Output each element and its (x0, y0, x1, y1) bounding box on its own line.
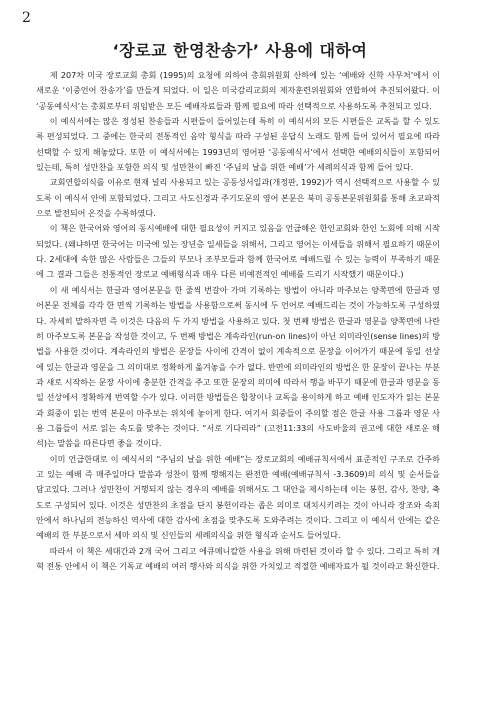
paragraph: 이 예식서에는 많은 정성된 찬송들과 시편들이 들어있는데 특히 이 예식서의 모든 시편들은 교독을 할 수 있도록 편성되었다. 그 중에는 한국의 전통적인 음악 형식을 따라 구성된 응답식 노래도 함께 들어 있어서 필요에 따라 선택할 수 있게 해놓았다. 또한 이 예식서에는 1993년의 영어판 ‘공동예식서’에서 선택한 예배의식들이 포함되어 있는데, 특히 성만찬을 포함한 의식 및 성만찬이 빠진 ‘주님의 날을 위한 예배’가 세례의식과 함께 들어 있다. (36, 116, 440, 173)
paragraph: 제 207차 미국 장로교회 총회 (1995)의 요청에 의하여 총회위원회 산하에 있는 ‘예배와 신학 사무처’에서 이 새로운 ‘이중언어 찬송가’를 만들게 되었다. 이 일은 미국감리교회의 제자훈련위원회와 연합하여 추진되어왔다. 이 ‘공동예식서’는 총회로부터 위임받은 모든 예배자료들과 함께 필요에 따라 선택적으로 사용하도록 추천되고 있다. (36, 70, 440, 111)
paragraph: 따라서 이 책은 세대간과 2개 국어 그리고 에큐메니칼한 사용을 위해 마련된 것이라 할 수 있다. 그리고 특히 개혁 전통 안에서 이 책은 기독교 예배의 여러 행사와 의식을 위한 가치있고 적절한 예배자료가 될 것이라고 확신한다. (36, 545, 440, 571)
page-title: ‘장로교 한영찬송가’ 사용에 대하여 (112, 41, 368, 60)
paragraph: 이 새 예식서는 한글과 영어본문을 한 줄씩 번갈아 가며 기록하는 방법이 아니라 마주보는 양쪽면에 한글과 영어본문 전체를 각각 한 면씩 기록하는 방법을 사용함으로써 동시에 두 언어로 예배드리는 것이 가능하도록 구성하였다. 자세히 말하자면 즉 이것은 다음의 두 가지 방법을 사용하고 있다. 첫 번째 방법은 한글과 영문을 양쪽면에 나란히 마주보도록 본문을 작성한 것이고, 두 번째 방법은 계속라인(run-on lines)이 아닌 의미라인(sense lines)의 방법을 사용한 것이다. 계속라인의 방법은 문장들 사이에 간격이 없이 계속적으로 문장을 이어가기 때문에 동일 선상에 있는 한글과 영문을 그 의미대로 정확하게 옮겨놓을 수가 없다. 반면에 의미라인의 방법은 한 문장이 끝나는 부분과 새로 시작하는 문장 사이에 충분한 간격을 주고 또한 문장의 의미에 따라서 행을 바꾸기 때문에 한글과 영문을 동일 선상에서 정확하게 번역할 수가 있다. 이러한 방법들은 합창이나 교독을 용이하게 하고 예배 인도자가 읽는 본문과 회중이 읽는 번역 본문이 마주보는 위치에 놓이게 한다. 여기서 회중들이 주의할 점은 한글 사용 그룹과 영문 사용 그룹들이 서로 읽는 속도를 맞추는 것이다. “서로 기다리라” (고전11:33의 사도바울의 권고에 대한 새로운 해석)는 말씀을 따른다면 좋을 것이다. (36, 284, 440, 449)
paragraph: 이미 언급한대로 이 예식서의 “주님의 날을 위한 예배”는 장로교회의 예배규칙서에서 표준적인 구조로 간주하고 있는 예배 즉 매주일마다 말씀과 성찬이 함께 행해지는 완전한 예배(예배규칙서 -3.3609)의 의식 및 순서들을 담고있다. 그러나 성만찬이 거행되지 않는 경우의 예배를 위해서도 그 대안을 제시하는데 이는 봉헌, 감사, 찬양, 축도로 구성되어 있다. 이것은 성만찬의 초점을 단지 봉헌이라는 좁은 의미로 대치시키려는 것이 아니라 장조와 속죄 안에서 하나님의 전능하신 역사에 대한 감사에 초점을 맞추도록 도와주려는 것이다. 그리고 이 예식서 안에는 같은 예배의 한 부분으로서 세마 의식 및 신인들의 세례의식을 위한 형식과 순서도 들어있다. (36, 453, 440, 541)
paragraph: 교회연합의식를 이유로 현재 널리 사용되고 있는 공동성서일과(개정판, 1992)가 역시 선택적으로 사용할 수 있도록 이 예식서 안에 포함되었다. 그리고 사도신경과 주기도문의 영어 본문은 북미 공동본문위원회를 통해 초교파적으로 발전되어 온것을 수록하였다. (36, 177, 440, 219)
paragraph: 이 책은 한국어와 영어의 동시예배에 대한 필요성이 커지고 있음을 언급해온 한인교회와 한인 노회에 의해 시작되었다. (왜냐하면 한국어는 미국에 있는 장년층 일세들을 위해서, 그리고 영어는 이세들을 위해서 필요하기 때문이다. 2세대에 속한 많은 사람들은 그들의 부모나 조부모들과 함께 한국어로 예배드릴 수 있는 능력이 부족하기 때문에 그 결과 그들은 전통적인 장로교 예배형식과 매우 다른 비예전적인 예배를 드리기 시작했기 때문이다.) (36, 223, 440, 280)
body-text (36, 68, 440, 574)
page-number: 2 (22, 10, 31, 26)
